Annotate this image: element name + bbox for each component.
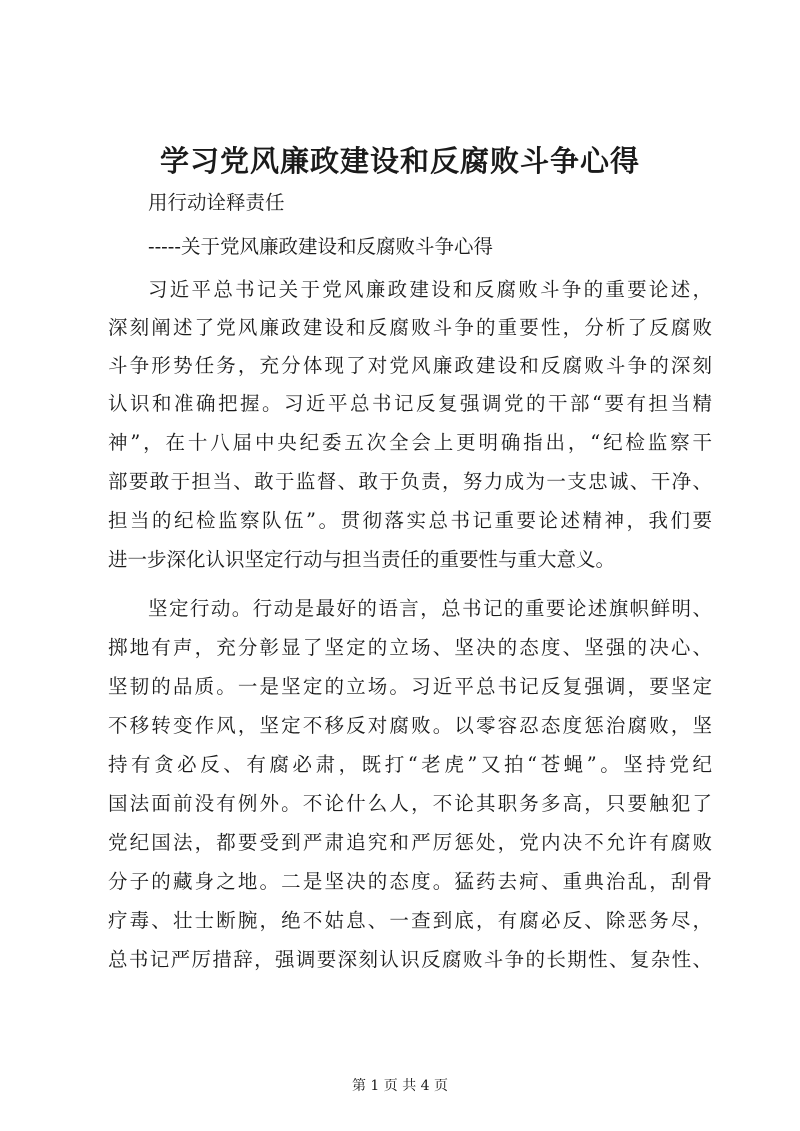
paragraph-line: 神”，在十八届中央纪委五次全会上更明确指出，“纪检监察干 (108, 431, 712, 454)
paragraph-line: 斗争形势任务，充分体现了对党风廉政建设和反腐败斗争的深刻 (108, 354, 712, 377)
paragraph-line: 持有贪必反、有腐必肃，既打“老虎”又拍“苍蝇”。坚持党纪 (108, 753, 712, 776)
paragraph-line: 深刻阐述了党风廉政建设和反腐败斗争的重要性，分析了反腐败 (108, 316, 712, 339)
paragraph-line: 分子的藏身之地。二是坚决的态度。猛药去疴、重典治乱，刮骨 (108, 870, 712, 893)
paragraph-line: 进一步深化认识坚定行动与担当责任的重要性与重大意义。 (108, 548, 616, 571)
paragraph-line: 国法面前没有例外。不论什么人，不论其职务多高，只要触犯了 (108, 792, 712, 815)
paragraph-line: 担当的纪检监察队伍”。贯彻落实总书记重要论述精神，我们要 (108, 509, 712, 532)
paragraph-line: 掷地有声，充分彰显了坚定的立场、坚决的态度、坚强的决心、 (108, 636, 712, 659)
paragraph-line: 坚韧的品质。一是坚定的立场。习近平总书记反复强调，要坚定 (108, 675, 712, 698)
paragraph-line: 坚定行动。行动是最好的语言，总书记的重要论述旗帜鲜明、 (148, 597, 712, 620)
paragraph-line: 总书记严厉措辞，强调要深刻认识反腐败斗争的长期性、复杂性、 (108, 948, 712, 971)
paragraph-line: 党纪国法，都要受到严肃追究和严厉惩处，党内决不允许有腐败 (108, 831, 712, 854)
page-number-footer: 第 1 页 共 4 页 (351, 1078, 449, 1094)
paragraph-line: 习近平总书记关于党风廉政建设和反腐败斗争的重要论述， (148, 278, 712, 301)
subtitle-line-2: -----关于党风廉政建设和反腐败斗争心得 (148, 235, 493, 258)
document-title: 学习党风廉政建设和反腐败斗争心得 (159, 144, 640, 178)
subtitle-line-1: 用行动诠释责任 (148, 191, 285, 214)
paragraph-line: 认识和准确把握。习近平总书记反复强调党的干部“要有担当精 (108, 392, 712, 415)
paragraph-line: 部要敢于担当、敢于监督、敢于负责，努力成为一支忠诚、干净、 (108, 470, 712, 493)
paragraph-line: 疗毒、壮士断腕，绝不姑息、一查到底，有腐必反、除恶务尽， (108, 909, 712, 932)
paragraph-line: 不移转变作风，坚定不移反对腐败。以零容忍态度惩治腐败，坚 (108, 714, 712, 737)
